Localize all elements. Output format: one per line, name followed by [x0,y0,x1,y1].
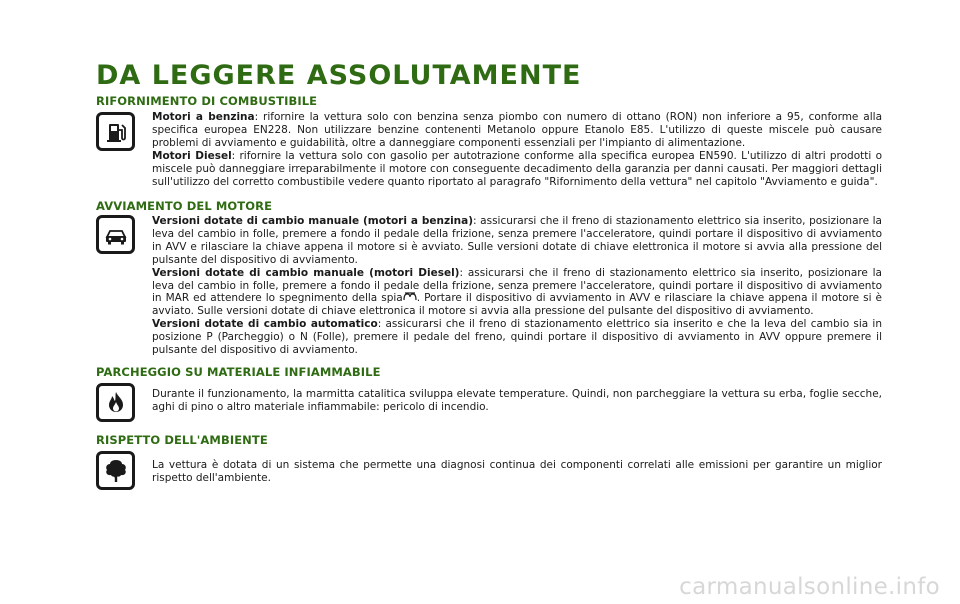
paragraph-automatico [152,318,882,357]
paragraph-parcheggio: Durante il funzionamento, la marmitta catalitica sviluppa elevate temperature. Quindi, non parcheggiare la vettura su erba, foglie secche, aghi di pino o altro materiale infiammabile: pericolo di incendio. [152,388,882,413]
paragraph-ambiente: La vettura è dotata di un sistema che permette una diagnosi continua dei componenti correlati alle emissioni per garantire un miglior rispetto dell'ambiente. [152,459,882,484]
paragraph-manuale-benzina [152,215,882,267]
paragraph-benzina [152,111,882,150]
label-diesel: Motori Diesel [152,149,232,162]
section-body-ambiente [152,459,882,485]
text-manuale-diesel-a: : assicurarsi che il freno di stazionamento elettrico sia inserito, posizionare la leva del cambio in folle, premere a fondo il pedale della frizione, senza premere l'acceleratore, quindi portare il dispositivo di avviamento in MAR ed attendere lo spegnimento della spia [152,266,882,305]
label-automatico: Versioni dotate di cambio automatico [152,318,378,331]
label-manuale-benzina: Versioni dotate di cambio manuale (motori a benzina) [152,215,474,227]
text-automatico: : assicurarsi che il freno di stazionamento elettrico sia inserito e che la leva del cambio sia in posizione P (Parcheggio) o N (Folle), premere il pedale del freno, quindi portare il dispositivo di avviamento in AVV oppure premere il pulsante del dispositivo di avviamento. [152,318,882,357]
tree-icon [96,451,135,490]
paragraph-diesel [152,150,882,189]
label-benzina: Motori a benzina [152,111,255,123]
text-manuale-benzina: : assicurarsi che il freno di stazionamento elettrico sia inserito, posizionare la leva del cambio in folle, premere a fondo il pedale della frizione, senza premere l'acceleratore, quindi portare il dispositivo di avviamento in AVV e rilasciare la chiave appena il motore si è avviato. Sulle versioni dotate di chiave elettronica il motore si avvia alla pressione del pulsante del dispositivo di avviamento. [152,215,882,266]
fire-icon [96,383,135,422]
paragraph-manuale-diesel [152,267,882,319]
car-icon [96,215,135,254]
watermark-text: carmanualsonline.info [679,574,940,600]
fuel-pump-icon [96,112,135,151]
text-diesel: : rifornire la vettura solo con gasolio per autotrazione conforme alla specifica europea EN590. L'utilizzo di altri prodotti o miscele può danneggiare irreparabilmente il motore con conseguente decadimento della garanzia per danni causati. Per maggiori dettagli sull'utilizzo del corretto combustibile vedere quanto riportato al paragrafo "Rifornimento della vettura" nel capitolo "Avviamento e guida". [152,149,882,188]
page-title: DA LEGGERE ASSOLUTAMENTE [96,60,582,91]
text-benzina: : rifornire la vettura solo con benzina senza piombo con numero di ottano (RON) non inferiore a 95, conforme alla specifica europea EN228. Non utilizzare benzine contenenti Metanolo oppure Etanolo E85. L'utilizzo di queste miscele può causare problemi di avviamento e guidabilità, oltre a danneggiare componenti essenziali per l'impianto di alimentazione. [152,111,883,149]
section-heading-avviamento: AVVIAMENTO DEL MOTORE [96,199,273,213]
label-manuale-diesel: Versioni dotate di cambio manuale (motori Diesel) [152,266,460,279]
section-body-rifornimento [152,111,882,188]
section-body-parcheggio [152,388,882,414]
section-heading-rifornimento: RIFORNIMENTO DI COMBUSTIBILE [96,94,318,108]
text-manuale-diesel-b: . Portare il dispositivo di avviamento in AVV e rilasciare la chiave appena il motore si è avviato. Sulle versioni dotate di chiave elettronica il motore si avvia alla pressione del pulsante del dispositivo di avviamento. [152,292,882,318]
glow-plug-warning-icon [403,292,417,301]
section-body-avviamento [152,215,882,357]
section-heading-ambiente: RISPETTO DELL'AMBIENTE [96,433,268,447]
section-heading-parcheggio: PARCHEGGIO SU MATERIALE INFIAMMABILE [96,365,381,379]
